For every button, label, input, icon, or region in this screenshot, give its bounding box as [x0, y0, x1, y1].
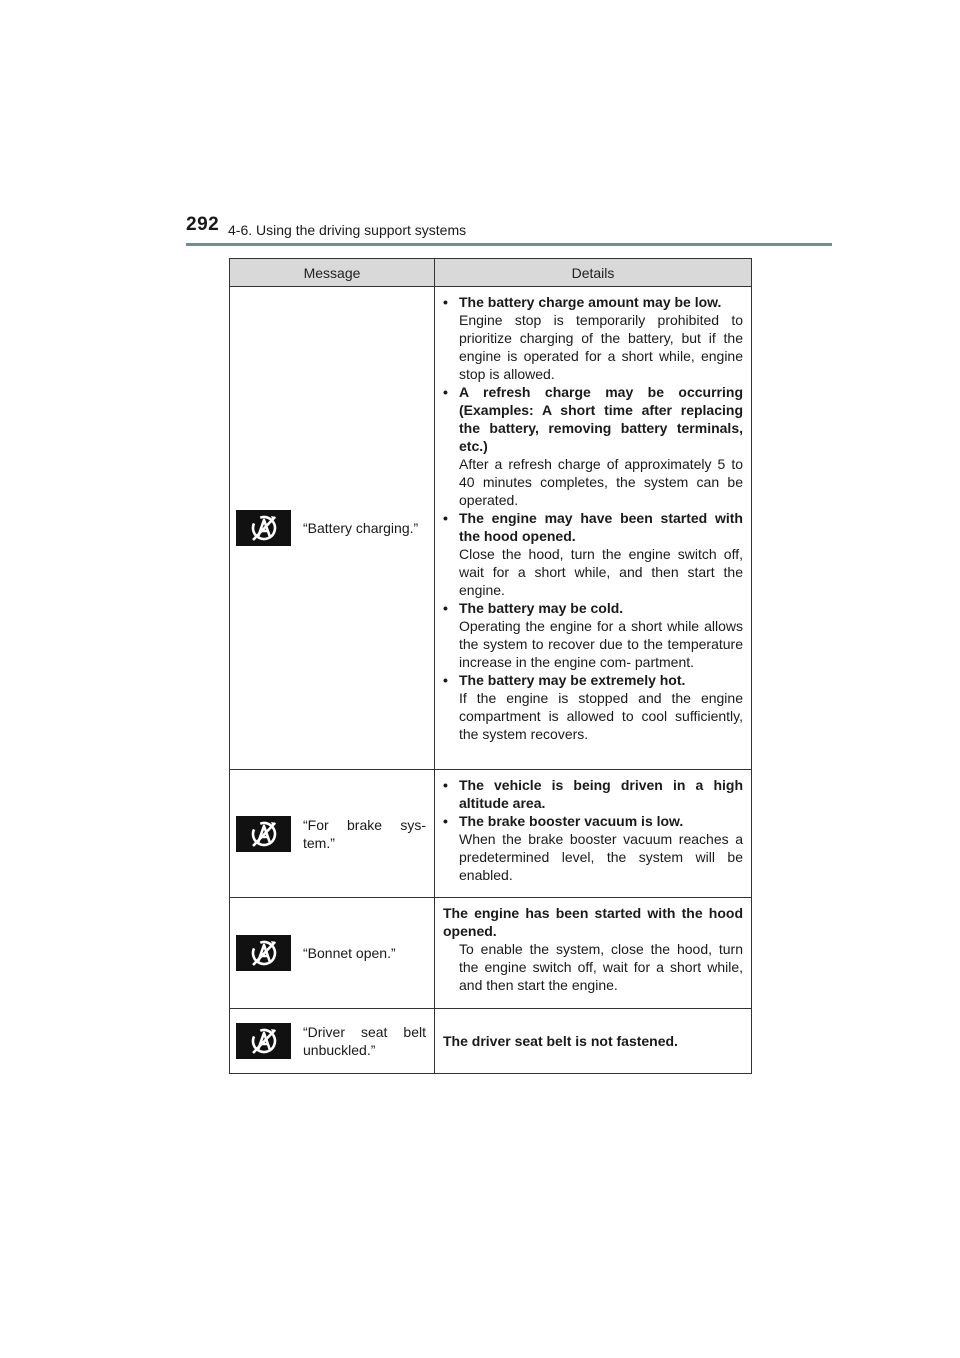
- page-number: 292: [186, 214, 220, 235]
- list-item: • A refresh charge may be occurring (Examples: A short time after replacing the battery, removing battery terminals, etc.) After a refresh charge of approximately 5 to 40 minutes completes, the system can be operated.: [443, 384, 743, 508]
- details-heading: The engine has been started with the hood opened.: [443, 905, 743, 939]
- section-title: 4-6. Using the driving support systems: [228, 222, 467, 238]
- list-item: • The battery may be cold. Operating the engine for a short while allows the system to recover due to the temperature increase in the engine com- partment.: [443, 600, 743, 670]
- list-item: • The battery may be extremely hot. If the engine is stopped and the engine compartment is allowed to cool sufficiently, the system recovers.: [443, 672, 743, 742]
- message-table: [229, 258, 752, 1074]
- details-text: To enable the system, close the hood, turn the engine switch off, wait for a short while, and then start the engine.: [459, 941, 743, 993]
- details-cell: [435, 287, 752, 770]
- table-row: [230, 287, 752, 770]
- header-rule: [186, 243, 832, 246]
- table-header-row: [230, 259, 752, 287]
- stop-start-off-icon: [236, 935, 291, 971]
- details-heading: The driver seat belt is not fastened.: [443, 1033, 678, 1049]
- message-text: “Bonnet open.”: [303, 945, 396, 961]
- details-cell: [435, 1009, 752, 1074]
- details-cell: [435, 770, 752, 898]
- details-cell: [435, 898, 752, 1009]
- list-item: • The brake booster vacuum is low. When the brake booster vacuum reaches a predetermined level, the system will be enabled.: [443, 813, 743, 883]
- table-row: [230, 898, 752, 1009]
- message-cell: [230, 1009, 435, 1074]
- column-header-message: Message: [230, 259, 435, 287]
- table-row: [230, 770, 752, 898]
- message-cell: [230, 770, 435, 898]
- message-text: “For brake sys- tem.”: [303, 816, 426, 851]
- column-header-details: Details: [435, 259, 752, 287]
- message-cell: [230, 287, 435, 770]
- stop-start-off-icon: [236, 1023, 291, 1059]
- table-row: [230, 1009, 752, 1074]
- message-cell: [230, 898, 435, 1009]
- list-item: • The engine may have been started with the hood opened. Close the hood, turn the engine switch off, wait for a short while, and then start the engine.: [443, 510, 743, 598]
- stop-start-off-icon: [236, 510, 291, 546]
- list-item: • The battery charge amount may be low. Engine stop is temporarily prohibited to prioritize charging of the battery, but if the engine is operated for a short while, engine stop is allowed.: [443, 294, 743, 382]
- message-text: “Battery charging.”: [303, 520, 419, 536]
- list-item: • The vehicle is being driven in a high altitude area.: [443, 777, 743, 811]
- stop-start-off-icon: [236, 816, 291, 852]
- message-text: “Driver seat belt unbuckled.”: [303, 1024, 426, 1058]
